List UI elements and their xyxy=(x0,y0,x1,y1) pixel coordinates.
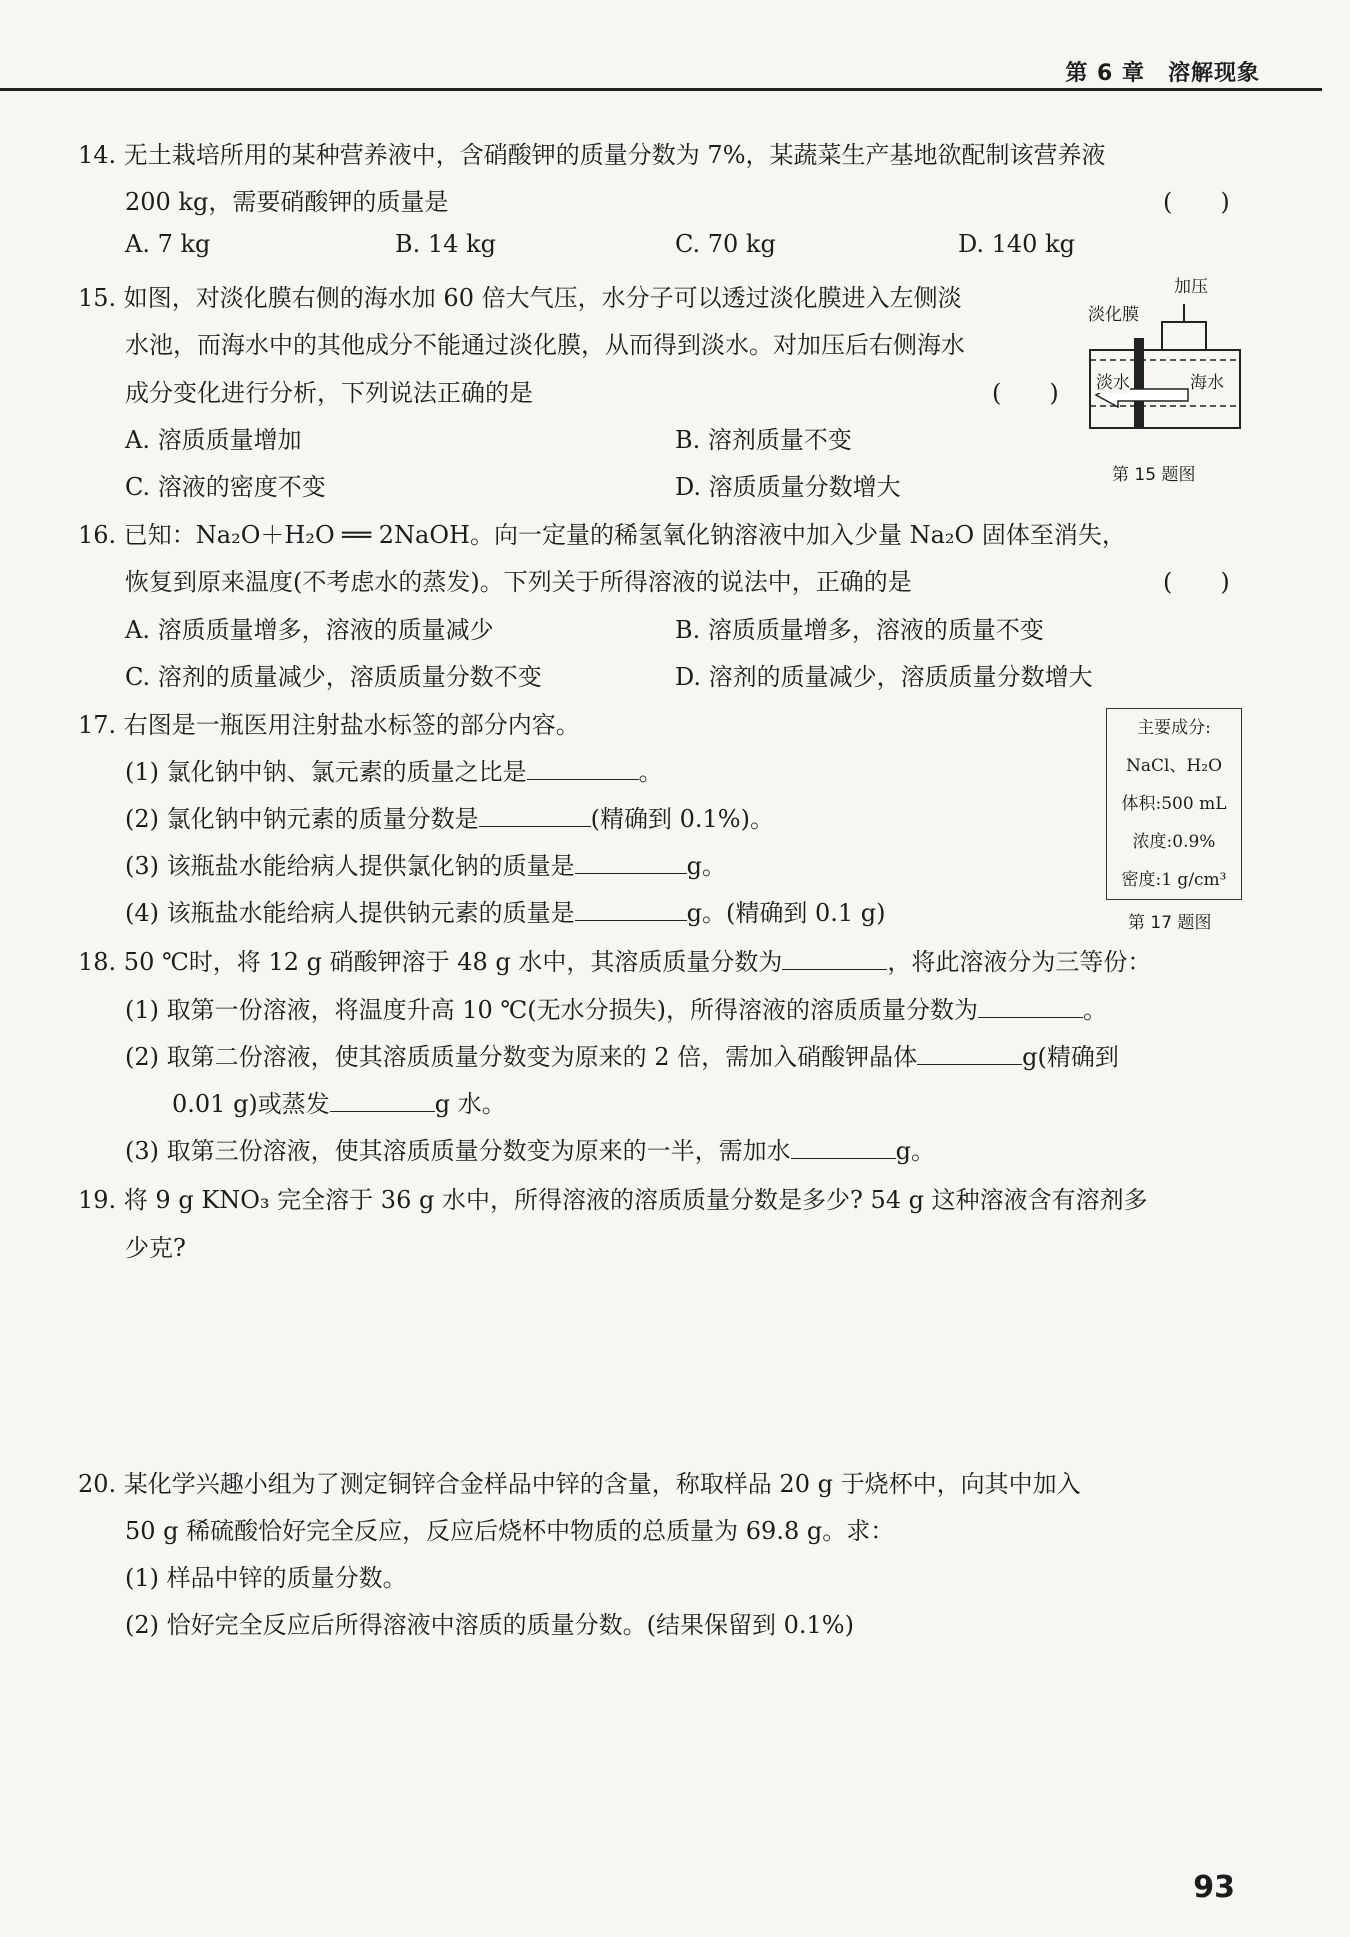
q17-sub4-end: g。(精确到 0.1 g) xyxy=(686,899,886,927)
q18-line1-end: ，将此溶液分为三等份： xyxy=(887,948,1152,976)
q17-sub2-text: (2) 氯化钠中钠元素的质量分数是 xyxy=(125,805,479,833)
piston xyxy=(1162,322,1206,350)
label-line-concentration: 浓度:0.9% xyxy=(1132,832,1216,852)
answer-blank[interactable] xyxy=(330,1085,435,1112)
q14-line1: 14. 无土栽培所用的某种营养液中，含硝酸钾的质量分数为 7%，某蔬菜生产基地欲配制该营养液 xyxy=(78,141,1106,169)
q16-answer-paren: ( ) xyxy=(1163,568,1230,596)
q14-line2: 200 kg，需要硝酸钾的质量是 xyxy=(125,188,449,216)
answer-blank[interactable] xyxy=(917,1038,1022,1065)
q19-line1: 19. 将 9 g KNO₃ 完全溶于 36 g 水中，所得溶液的溶质质量分数是多少? 54 g 这种溶液含有溶剂多 xyxy=(78,1186,1148,1214)
answer-blank[interactable] xyxy=(575,847,687,874)
q18-sub3-text: (3) 取第三份溶液，使其溶质质量分数变为原来的一半，需加水 xyxy=(125,1137,791,1165)
fig15-fresh-label: 淡水 xyxy=(1096,368,1130,393)
q15-option-c: C. 溶液的密度不变 xyxy=(125,473,326,501)
q18-sub2 xyxy=(125,1037,1119,1072)
answer-blank[interactable] xyxy=(575,894,687,921)
q17-sub3 xyxy=(125,846,726,881)
q16-option-c: C. 溶剂的质量减少，溶质质量分数不变 xyxy=(125,663,542,691)
q18-sub1-text: (1) 取第一份溶液，将温度升高 10 ℃(无水分损失)，所得溶液的溶质质量分数为 xyxy=(125,996,978,1024)
fig15-caption: 第 15 题图 xyxy=(1112,465,1196,485)
q18-sub1 xyxy=(125,990,1107,1025)
q15-line2: 水池，而海水中的其他成分不能通过淡化膜，从而得到淡水。对加压后右侧海水 xyxy=(125,331,965,359)
q19-line2: 少克? xyxy=(125,1234,186,1262)
chapter-title: 第 6 章 溶解现象 xyxy=(1065,61,1260,86)
q18-sub2-cont-text: 0.01 g)或蒸发 xyxy=(172,1090,330,1118)
q17-sub3-text: (3) 该瓶盐水能给病人提供氯化钠的质量是 xyxy=(125,852,575,880)
q14-answer-paren: ( ) xyxy=(1163,188,1230,216)
q18-line1 xyxy=(78,942,1151,977)
q14-option-b: B. 14 kg xyxy=(395,230,496,258)
page-header xyxy=(0,52,1350,92)
q15-option-d: D. 溶质质量分数增大 xyxy=(675,473,901,501)
q17-sub1-text: (1) 氯化钠中钠、氯元素的质量之比是 xyxy=(125,758,527,786)
q18-line1-text: 18. 50 ℃时，将 12 g 硝酸钾溶于 48 g 水中，其溶质质量分数为 xyxy=(78,948,783,976)
q15-line3: 成分变化进行分析，下列说法正确的是 xyxy=(125,379,533,407)
q18-sub1-end: 。 xyxy=(1083,996,1107,1024)
q17-line1: 17. 右图是一瓶医用注射盐水标签的部分内容。 xyxy=(78,711,580,739)
q18-sub2-text: (2) 取第二份溶液，使其溶质质量分数变为原来的 2 倍，需加入硝酸钾晶体 xyxy=(125,1043,918,1071)
page-number: 93 xyxy=(1193,1870,1235,1905)
q17-sub3-end: g。 xyxy=(686,852,726,880)
q17-sub4 xyxy=(125,893,886,928)
q14-option-d: D. 140 kg xyxy=(958,230,1075,258)
desalination-diagram xyxy=(1088,270,1248,450)
q16-option-d: D. 溶剂的质量减少，溶质质量分数增大 xyxy=(675,663,1093,691)
answer-blank[interactable] xyxy=(978,991,1083,1018)
answer-blank[interactable] xyxy=(479,800,591,827)
q18-sub3 xyxy=(125,1131,935,1166)
header-rule xyxy=(0,88,1322,91)
membrane xyxy=(1134,338,1144,428)
q18-sub2-cont-end: g 水。 xyxy=(434,1090,506,1118)
answer-blank[interactable] xyxy=(527,753,639,780)
label-line-ingredients: 主要成分: xyxy=(1137,718,1211,738)
q14-option-c: C. 70 kg xyxy=(675,230,776,258)
fig15-membrane-label: 淡化膜 xyxy=(1088,305,1139,325)
label-line-volume: 体积:500 mL xyxy=(1121,794,1227,814)
q17-sub4-text: (4) 该瓶盐水能给病人提供钠元素的质量是 xyxy=(125,899,575,927)
figure-15-desalination xyxy=(1088,270,1248,450)
q15-answer-paren: ( ) xyxy=(992,379,1059,407)
q15-line1: 15. 如图，对淡化膜右侧的海水加 60 倍大气压，水分子可以透过淡化膜进入左侧淡 xyxy=(78,284,962,312)
fig15-pressure-label: 加压 xyxy=(1174,277,1208,297)
q16-line2: 恢复到原来温度(不考虑水的蒸发)。下列关于所得溶液的说法中，正确的是 xyxy=(125,568,912,596)
q20-sub2: (2) 恰好完全反应后所得溶液中溶质的质量分数。(结果保留到 0.1%) xyxy=(125,1611,854,1639)
q18-sub3-end: g。 xyxy=(895,1137,935,1165)
q17-sub1-end: 。 xyxy=(638,758,663,786)
q16-option-b: B. 溶质质量增多，溶液的质量不变 xyxy=(675,616,1044,644)
label-line-density: 密度:1 g/cm³ xyxy=(1121,870,1227,890)
q17-sub2-end: (精确到 0.1%)。 xyxy=(590,805,774,833)
q20-line2: 50 g 稀硫酸恰好完全反应，反应后烧杯中物质的总质量为 69.8 g。求： xyxy=(125,1517,895,1545)
q15-option-b: B. 溶剂质量不变 xyxy=(675,426,852,454)
q16-option-a: A. 溶质质量增多，溶液的质量减少 xyxy=(125,616,494,644)
fig17-caption: 第 17 题图 xyxy=(1128,913,1212,933)
saline-label-figure xyxy=(1106,708,1242,900)
q20-line1: 20. 某化学兴趣小组为了测定铜锌合金样品中锌的含量，称取样品 20 g 于烧杯中，向其中加入 xyxy=(78,1470,1081,1498)
q14-option-a: A. 7 kg xyxy=(125,230,211,258)
answer-blank[interactable] xyxy=(791,1132,896,1159)
q15-option-a: A. 溶质质量增加 xyxy=(125,426,302,454)
q17-sub2 xyxy=(125,799,774,834)
q18-sub2-end: g(精确到 xyxy=(1022,1043,1119,1071)
q20-sub1: (1) 样品中锌的质量分数。 xyxy=(125,1564,407,1592)
answer-blank[interactable] xyxy=(782,943,887,970)
q18-sub2-cont xyxy=(172,1084,506,1119)
label-line-formula: NaCl、H₂O xyxy=(1125,756,1223,776)
fig15-sea-label: 海水 xyxy=(1190,368,1224,393)
q17-sub1 xyxy=(125,752,663,787)
q16-line1: 16. 已知：Na₂O＋H₂O ══ 2NaOH。向一定量的稀氢氧化钠溶液中加入少量 Na₂O 固体至消失， xyxy=(78,521,1126,549)
